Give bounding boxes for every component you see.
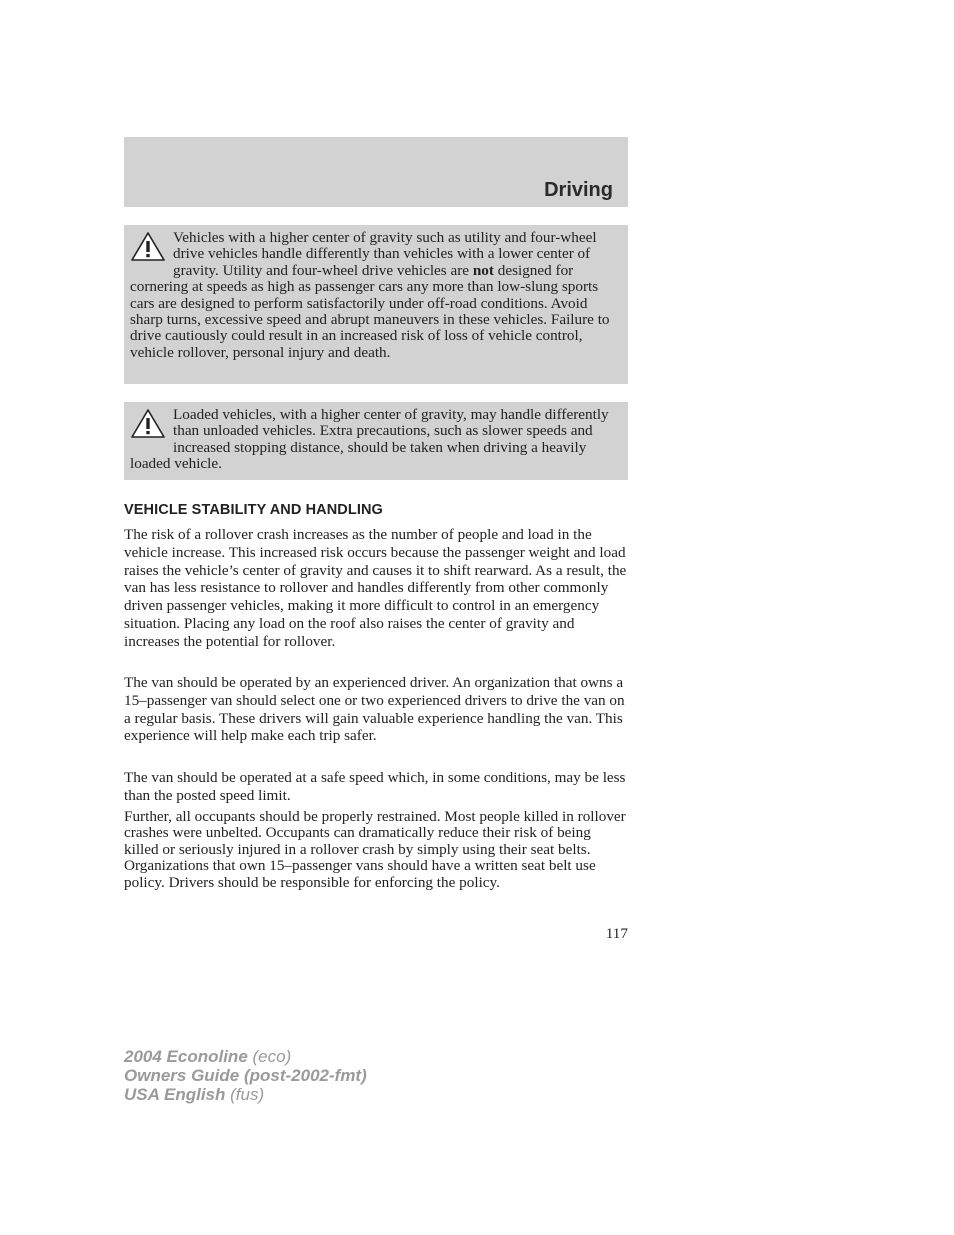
warning-emphasis: not bbox=[472, 261, 494, 279]
footer-line-language: USA English (fus) bbox=[124, 1085, 265, 1104]
body-paragraph: Further, all occupants should be properly restrained. Most people killed in rollover crashes were unbelted. Occupants can dramatically reduce their risk of being killed or seriously injured in a rollover crash by simply using their seat belts. Organizations that own 15–passenger vans should have a written seat belt use policy. Drivers should be responsible for enforcing the policy. bbox=[124, 808, 626, 891]
body-paragraph: The risk of a rollover crash increases as the number of people and load in the vehicle increase. This increased risk occurs because the passenger weight and load raises the vehicle’s center of gravity and causes it to shift rearward. As a result, the van has less resistance to rollover and handles differently from other commonly driven passenger vehicles, making it more difficult to control in an emergency situation. Placing any load on the roof also raises the center of gravity and increases the potential for rollover. bbox=[124, 526, 627, 650]
warning-text-part: Vehicles with a higher center of gravity such as utility and four-wheel drive vehicles handle differently than vehicles with a lower center of gravity. Utility and four-wheel drive vehicles are bbox=[173, 229, 597, 279]
body-paragraph: The van should be operated at a safe speed which, in some conditions, may be less than the posted speed limit. bbox=[124, 769, 626, 804]
page-number: 117 bbox=[605, 925, 628, 942]
section-heading: VEHICLE STABILITY AND HANDLING bbox=[124, 502, 383, 518]
document-footer bbox=[124, 1047, 367, 1104]
warning-triangle-icon bbox=[130, 408, 166, 440]
warning-box-loaded bbox=[124, 402, 628, 480]
warning-triangle-icon bbox=[130, 231, 166, 263]
warning-text-part: designed for cornering at speeds as high as passenger cars any more than low-slung sports cars are designed to perform satisfactorily under off-road conditions. Avoid sharp turns, excessive speed and abrupt maneuvers in these vehicles. Failure to drive cautiously could result in an increased risk of loss of vehicle control, vehicle rollover, personal injury and death. bbox=[130, 261, 610, 361]
section-header-bar bbox=[124, 137, 628, 207]
footer-line-model: 2004 Econoline (eco) bbox=[124, 1047, 292, 1066]
warning-text: Loaded vehicles, with a higher center of gravity, may handle differently than unloaded vehicles. Extra precautions, such as slower speeds and increased stopping distance, should be taken when driving a heavily loaded vehicle. bbox=[130, 406, 609, 473]
warning-box-rollover bbox=[124, 225, 628, 384]
body-paragraph: The van should be operated by an experienced driver. An organization that owns a 15–passenger van should select one or two experienced drivers to drive the van on a regular basis. These drivers will gain valuable experience handling the van. This experience will help make each trip safer. bbox=[124, 674, 625, 745]
footer-line-guide: Owners Guide (post-2002-fmt) bbox=[124, 1066, 367, 1085]
section-title: Driving bbox=[544, 179, 613, 201]
